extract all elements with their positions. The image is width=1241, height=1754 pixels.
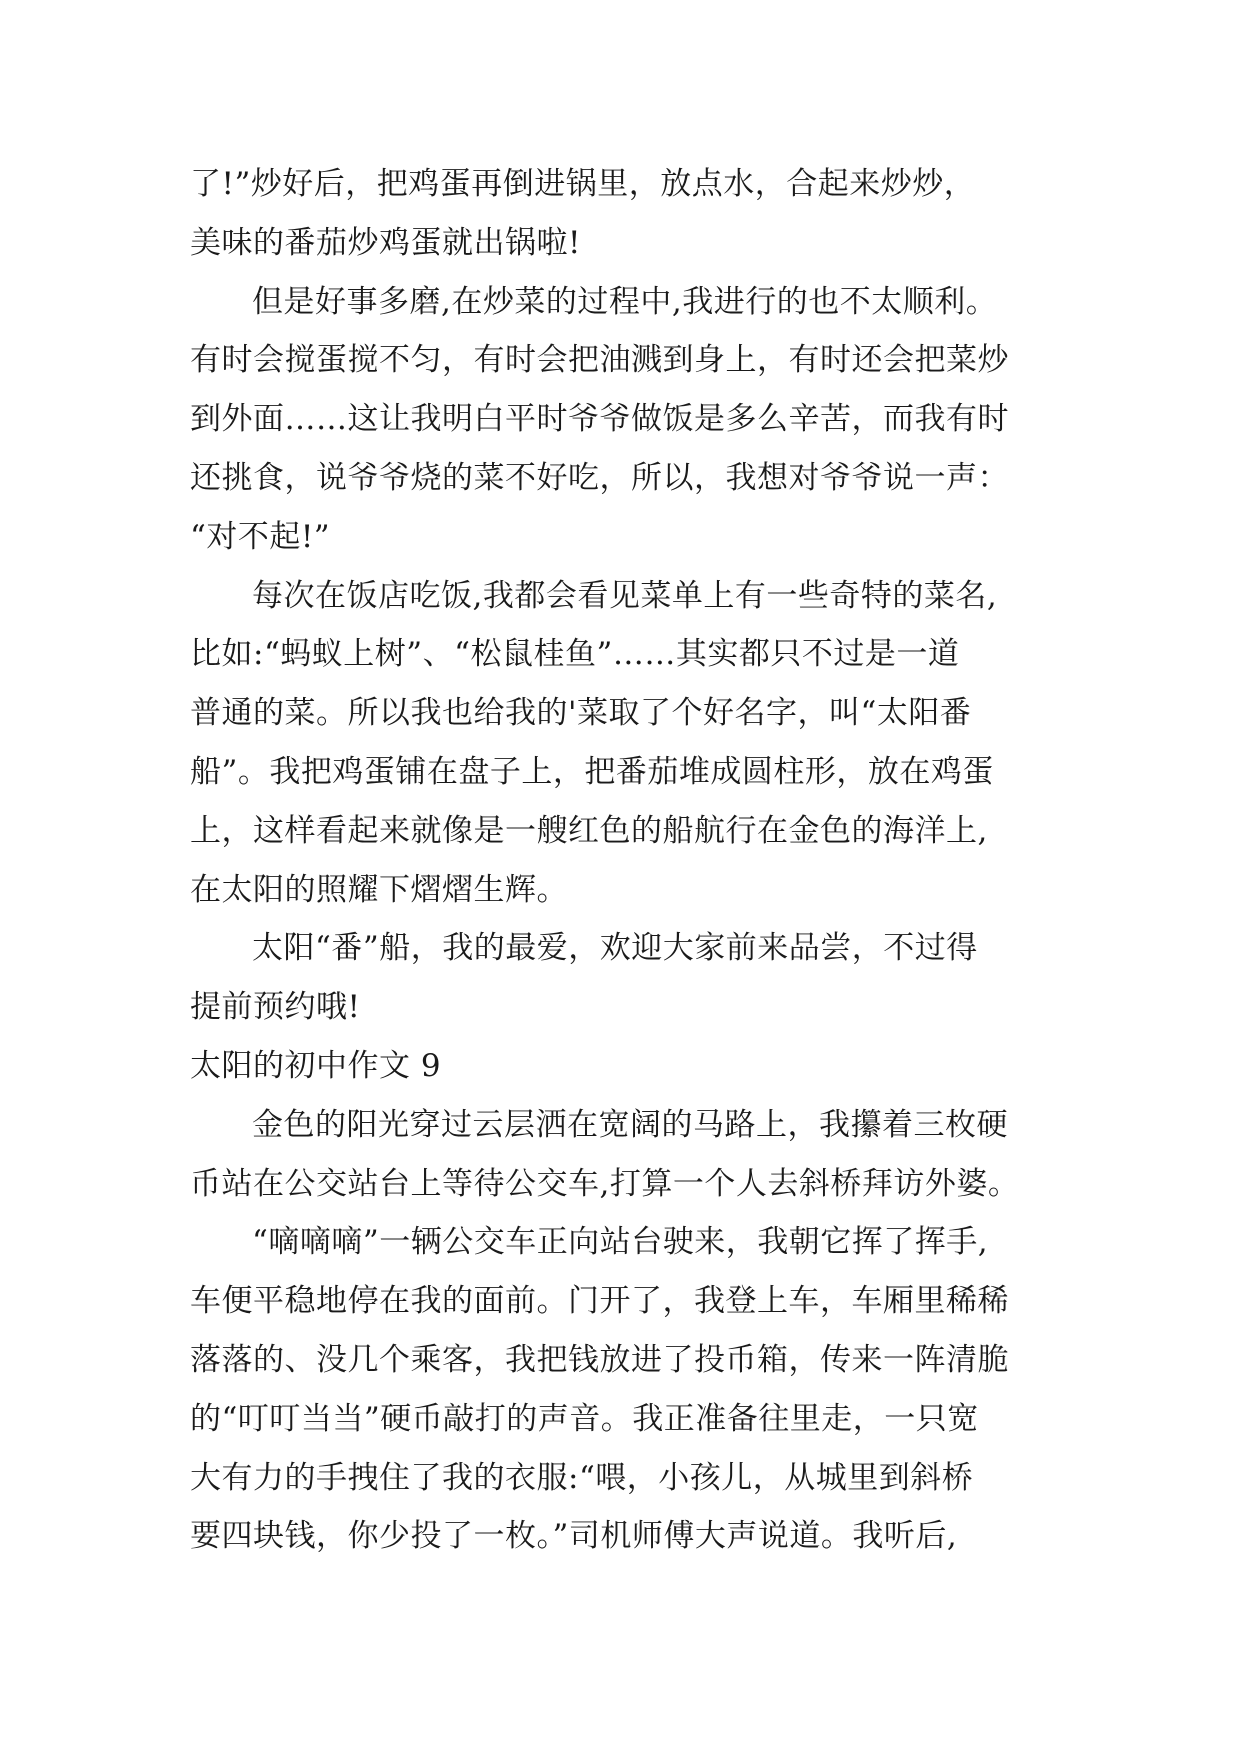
text-line: “嘀嘀嘀”一辆公交车正向站台驶来，我朝它挥了挥手, xyxy=(252,1224,989,1261)
text-line: 落落的、没几个乘客，我把钱放进了投币箱，传来一阵清脆 xyxy=(190,1341,1009,1378)
document-body xyxy=(190,155,1050,1566)
text-line: 了!”炒好后，把鸡蛋再倒进锅里，放点水，合起来炒炒， xyxy=(190,166,976,202)
section-heading: 太阳的初中作文 9 xyxy=(190,1047,442,1084)
text-line: 美味的番茄炒鸡蛋就出锅啦! xyxy=(190,224,581,261)
text-line: 的“叮叮当当”硬币敲打的声音。我正准备往里走，一只宽 xyxy=(190,1400,979,1437)
text-line: 大有力的手拽住了我的衣服:“喂，小孩儿，从城里到斜桥 xyxy=(190,1459,974,1496)
text-line: 普通的菜。所以我也给我的'菜取了个好名字，叫“太阳番 xyxy=(190,695,972,732)
text-line: 金色的阳光穿过云层洒在宽阔的马路上，我攥着三枚硬 xyxy=(252,1106,1008,1143)
text-line: 提前预约哦! xyxy=(190,989,361,1026)
text-line: 还挑食，说爷爷烧的菜不好吃，所以，我想对爷爷说一声： xyxy=(190,459,1009,496)
text-line: 到外面……这让我明白平时爷爷做饭是多么辛苦，而我有时 xyxy=(190,401,1009,438)
text-line: 但是好事多磨,在炒菜的过程中,我进行的也不太顺利。 xyxy=(252,283,998,320)
text-line: 车便平稳地停在我的面前。门开了，我登上车，车厢里稀稀 xyxy=(190,1283,1009,1320)
text-line: “对不起!” xyxy=(190,518,331,555)
text-line: 比如:“蚂蚁上树”、“松鼠桂鱼”……其实都只不过是一道 xyxy=(190,636,960,673)
text-line: 船”。我把鸡蛋铺在盘子上，把番茄堆成圆柱形，放在鸡蛋 xyxy=(190,753,994,790)
text-line: 太阳“番”船，我的最爱，欢迎大家前来品尝，不过得 xyxy=(252,930,978,967)
text-line: 要四块钱，你少投了一枚。”司机师傅大声说道。我听后, xyxy=(190,1518,958,1555)
text-line: 上，这样看起来就像是一艘红色的船航行在金色的海洋上, xyxy=(190,812,988,849)
text-line: 每次在饭店吃饭,我都会看见菜单上有一些奇特的菜名, xyxy=(252,577,998,614)
text-line: 币站在公交站台上等待公交车,打算一个人去斜桥拜访外婆。 xyxy=(190,1165,1020,1202)
text-line: 在太阳的照耀下熠熠生辉。 xyxy=(190,871,568,908)
text-line: 有时会搅蛋搅不匀，有时会把油溅到身上，有时还会把菜炒 xyxy=(190,342,1009,379)
